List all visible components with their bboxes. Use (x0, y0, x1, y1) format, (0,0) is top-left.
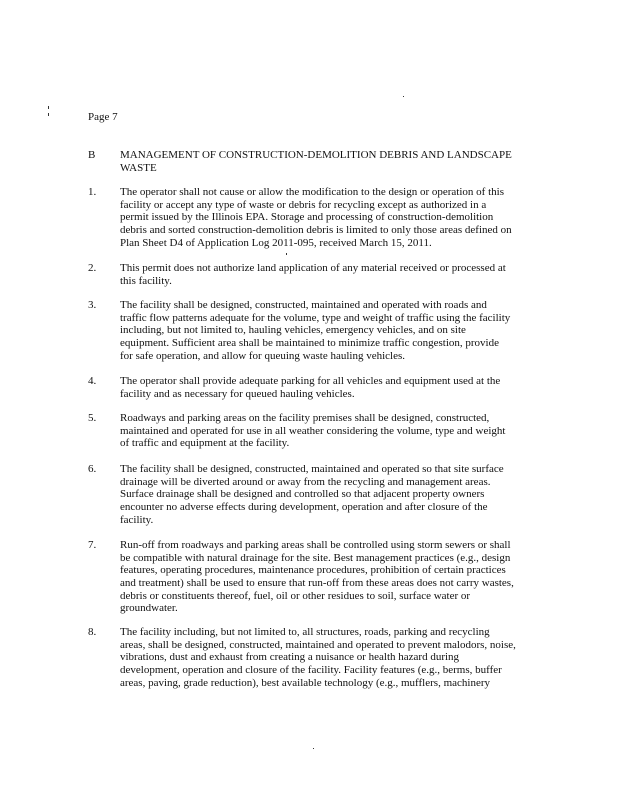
item-text-line: for safe operation, and allow for queuing waste hauling vehicles. (120, 349, 405, 362)
item-text-line: The facility including, but not limited to, all structures, roads, parking and recycling (120, 626, 490, 638)
item-text-line: facility and as necessary for queued hauling vehicles. (120, 387, 355, 400)
item-number: 2. (88, 262, 97, 274)
item-text-line: groundwater. (120, 602, 178, 615)
item-text-line: debris or constituents thereof, fuel, oil or other residues to soil, surface water or (120, 589, 471, 602)
item-text-line: development, operation and closure of the facility. Facility features (e.g., berms, buffer (120, 664, 502, 677)
item-text-line: of traffic and equipment at the facility. (120, 437, 290, 450)
item-text (120, 539, 514, 615)
section-title-line: WASTE (120, 161, 157, 174)
item-text (120, 626, 516, 689)
item-text-line: features, operating procedures, maintenance procedures, prohibition of certain practices (120, 564, 506, 577)
item-number: 1. (88, 186, 97, 198)
item-text-line: Surface drainage shall be designed and controlled so that adjacent property owners (120, 488, 485, 501)
item-text-line: traffic flow patterns adequate for the volume, type and weight of traffic using the facility (120, 311, 511, 324)
section-title-line: MANAGEMENT OF CONSTRUCTION-DEMOLITION DEBRIS AND LANDSCAPE (120, 149, 512, 161)
item-text-line: facility or accept any type of waste or debris for recycling except as authorized in a (120, 198, 487, 211)
item-text (120, 412, 505, 450)
item-text-line: The facility shall be designed, constructed, maintained and operated with roads and (120, 299, 487, 311)
item-text-line: drainage will be diverted around or away from the recycling and management areas. (120, 475, 491, 488)
item-text-line: The operator shall provide adequate parking for all vehicles and equipment used at the (120, 375, 501, 387)
item-number: 5. (88, 412, 97, 424)
item-text-line: and treatment) shall be used to ensure that run-off from these areas does not carry wastes, (120, 577, 514, 590)
item-text-line: equipment. Sufficient area shall be maintained to minimize traffic congestion, provide (120, 337, 499, 350)
item-number: 4. (88, 375, 97, 387)
item-text-line: encounter no adverse effects during development, operation and after closure of the (120, 501, 488, 514)
item-text-line: areas, shall be designed, constructed, maintained and operated to prevent malodors, noise, (120, 638, 516, 651)
item-text-line: permit issued by the Illinois EPA. Storage and processing of construction-demolition (120, 211, 494, 224)
item-text-line: vibrations, dust and exhaust from creating a nuisance or health hazard during (120, 651, 460, 664)
item-text-line: Roadways and parking areas on the facility premises shall be designed, constructed, (120, 412, 490, 424)
item-text-line: This permit does not authorize land application of any material received or processed at (120, 262, 506, 274)
item-text-line: this facility. (120, 274, 172, 287)
item-text-line: debris and sorted construction-demolition debris is limited to only those areas defined on (120, 224, 512, 237)
item-number: 8. (88, 626, 97, 638)
item-text-line: including, but not limited to, hauling vehicles, emergency vehicles, and on site (120, 324, 466, 337)
item-text-line: be compatible with natural drainage for the site. Best management practices (e.g., design (120, 551, 511, 564)
item-text-line: Run-off from roadways and parking areas shall be controlled using storm sewers or shall (120, 539, 511, 551)
section-letter: B (88, 149, 96, 161)
item-text-line: facility. (120, 513, 154, 526)
item-text (120, 299, 510, 362)
item-number: 3. (88, 299, 97, 311)
item-text (120, 186, 512, 249)
item-text (120, 262, 506, 287)
item-text-line: The facility shall be designed, constructed, maintained and operated so that site surface (120, 463, 504, 475)
item-text-line: Plan Sheet D4 of Application Log 2011-095, received March 15, 2011. (120, 236, 432, 249)
item-text (120, 375, 500, 400)
item-text (120, 463, 504, 526)
page-number: Page 7 (88, 111, 118, 123)
item-text-line: The operator shall not cause or allow the modification to the design or operation of this (120, 186, 504, 198)
item-number: 7. (88, 539, 97, 551)
item-text-line: areas, paving, grade reduction), best available technology (e.g., mufflers, machinery (120, 676, 490, 689)
section-title (120, 149, 512, 174)
item-text-line: maintained and operated for use in all weather considering the volume, type and weight (120, 424, 506, 437)
item-number: 6. (88, 463, 97, 475)
